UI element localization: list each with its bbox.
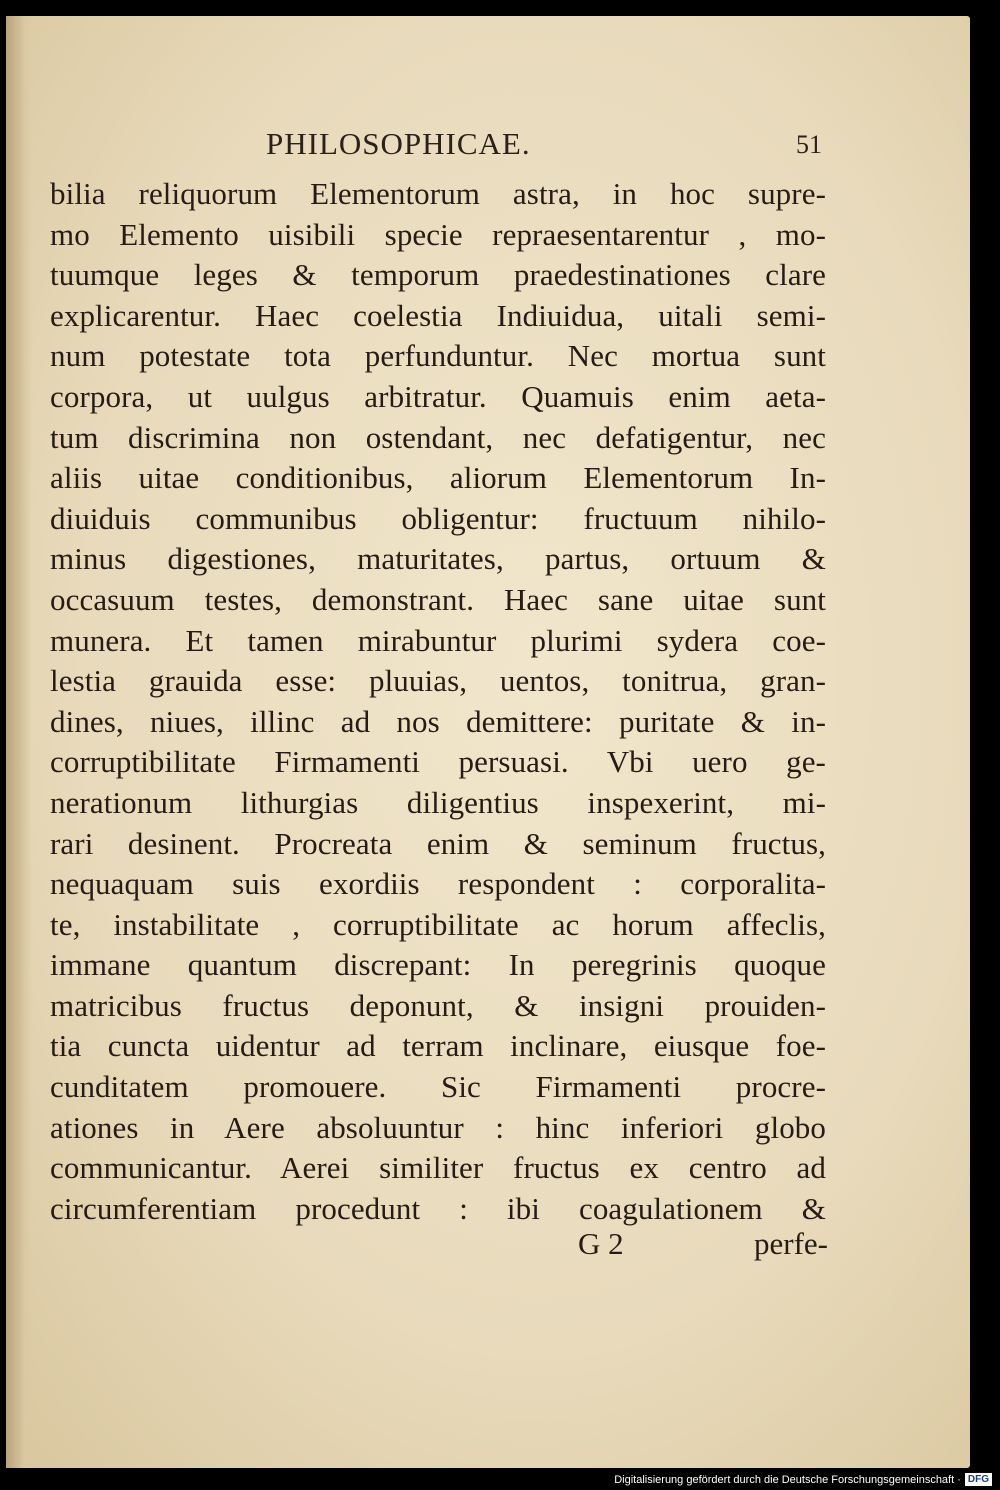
text-line: bilia reliquorum Elementorum astra, in hoc supre-: [50, 176, 826, 211]
page-gutter: [6, 16, 32, 1468]
text-line: dines, niues, illinc ad nos demittere: puritate & in-: [50, 703, 826, 739]
text-line: aliis uitae conditionibus, aliorum Elementorum In-: [50, 460, 826, 496]
text-line: nerationum lithurgias diligentius inspexerint, mi-: [50, 784, 826, 820]
text-line: tum discrimina non ostendant, nec defatigentur, nec: [50, 419, 826, 455]
dfg-logo-icon: DFG: [965, 1473, 992, 1486]
text-block: [50, 174, 826, 1229]
text-line: matricibus fructus deponunt, & insigni prouiden-: [50, 987, 826, 1023]
text-line: tuumque leges & temporum praedestinationes clare: [50, 257, 826, 293]
signature-mark: G 2: [578, 1226, 624, 1261]
footer: [614, 1473, 992, 1486]
text-line: munera. Et tamen mirabuntur plurimi sydera coe-: [50, 622, 826, 658]
catchline: [578, 1226, 828, 1262]
funding-credit: Digitalisierung gefördert durch die Deutsche Forschungsgemeinschaft ·: [614, 1473, 961, 1486]
text-line: occasuum testes, demonstrant. Haec sane uitae sunt: [50, 581, 826, 617]
page-number: 51: [796, 130, 822, 159]
text-line: te, instabilitate , corruptibilitate ac horum affeclis,: [50, 906, 826, 942]
text-line: rari desinent. Procreata enim & seminum fructus,: [50, 825, 826, 861]
text-line: cunditatem promouere. Sic Firmamenti procre-: [50, 1069, 826, 1105]
text-line: circumferentiam procedunt : ibi coagulationem &: [50, 1190, 826, 1226]
text-line: corruptibilitate Firmamenti persuasi. Vbi uero ge-: [50, 744, 826, 780]
text-line: communicantur. Aerei similiter fructus ex centro ad: [50, 1150, 826, 1186]
text-line: explicarentur. Haec coelestia Indiuidua, uitali semi-: [50, 297, 826, 333]
text-line: tia cuncta uidentur ad terram inclinare, eiusque foe-: [50, 1028, 826, 1064]
text-line: corpora, ut uulgus arbitratur. Quamuis enim aeta-: [50, 378, 826, 414]
text-line: diuiduis communibus obligentur: fructuum nihilo-: [50, 500, 826, 536]
text-line: num potestate tota perfunduntur. Nec mortua sunt: [50, 338, 826, 374]
text-line: lestia grauida esse: pluuias, uentos, tonitrua, gran-: [50, 663, 826, 699]
text-line: immane quantum discrepant: In peregrinis quoque: [50, 947, 826, 983]
text-line: ationes in Aere absoluuntur : hinc inferiori globo: [50, 1109, 826, 1145]
catchword: perfe-: [754, 1226, 828, 1261]
text-line: nequaquam suis exordiis respondent : corporalita-: [50, 866, 826, 902]
text-line: mo Elemento uisibili specie repraesentarentur , mo-: [50, 216, 826, 252]
running-head: PHILOSOPHICAE.: [266, 126, 531, 161]
text-line: minus digestiones, maturitates, partus, ortuum &: [50, 541, 826, 577]
book-page: [6, 16, 970, 1468]
